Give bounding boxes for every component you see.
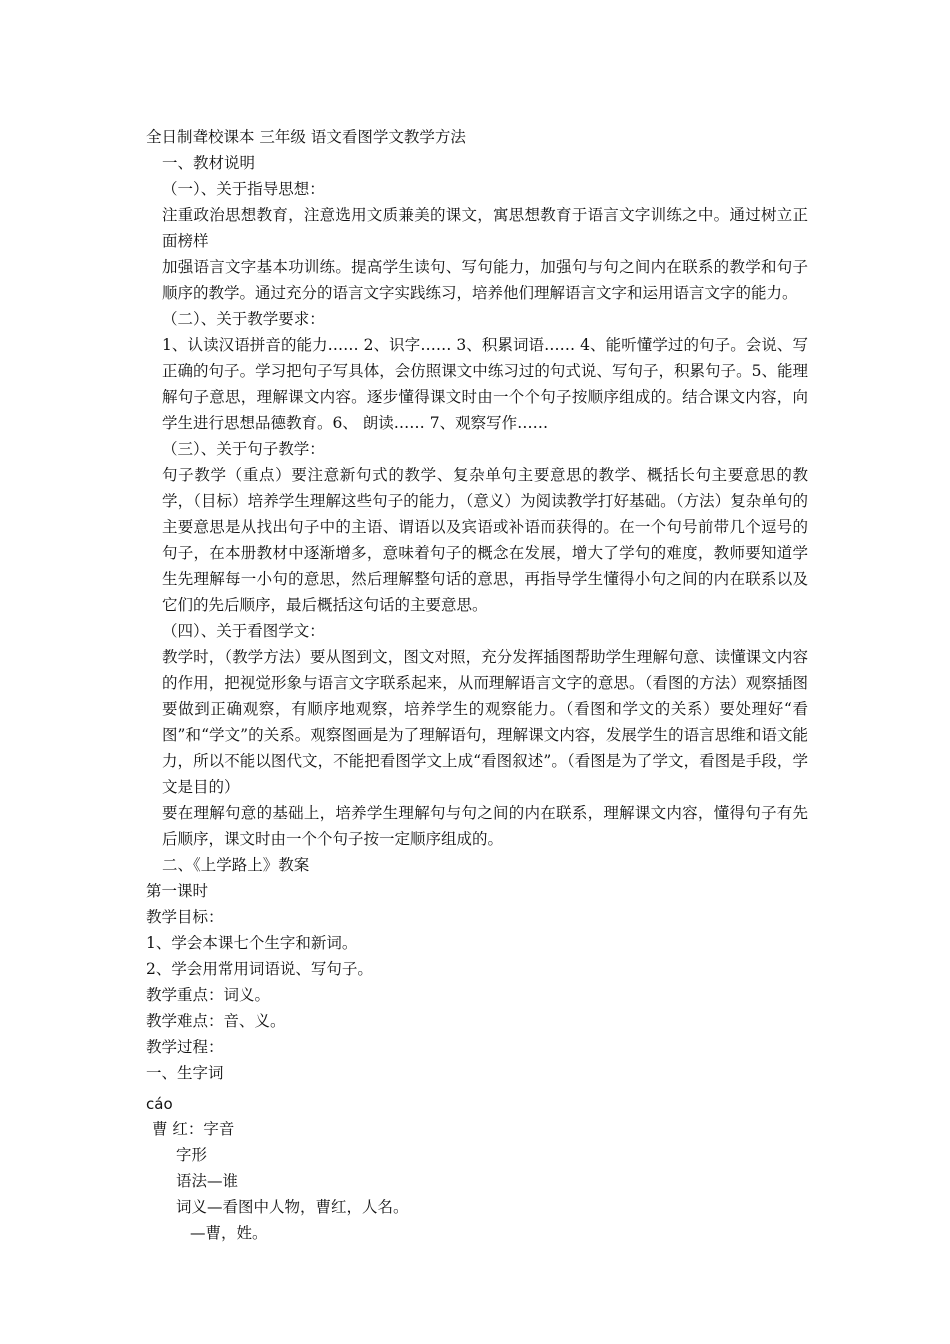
subheading-teaching-requirements: （二）、关于教学要求： (162, 310, 325, 328)
document-body (146, 124, 808, 1246)
paragraph-picture-reading-1: 教学时，（教学方法）要从图到文，图文对照，充分发挥插图帮助学生理解句意、读懂课文内容的作用，把视觉形象与语言文字联系起来，从而理解语言文字的意思。（看图的方法）观察插图要做到正确观察，有顺序地观察，培养学生的观察能力。（看图和学文的关系）要处理好“看图”和“学文”的关系。观察图画是为了理解语句，理解课文内容，发展学生的语言思维和语文能力，所以不能以图代文，不能把看图学文上成“看图叙述”。（看图是为了学文，看图是手段，学文是目的） (162, 648, 808, 796)
section-heading-teaching-materials: 一、教材说明 (162, 154, 256, 172)
teaching-process-label: 教学过程： (146, 1038, 224, 1056)
paragraph-sentence-teaching: 句子教学（重点）要注意新句式的教学、复杂单句主要意思的教学、概括长句主要意思的教学，（目标）培养学生理解这些句子的能力，（意义）为阅读教学打好基础。（方法）复杂单句的主要意思是从找出句子中的主语、谓语以及宾语或补语而获得的。在一个句号前带几个逗号的句子，在本册教材中逐渐增多，意味着句子的概念在发展，增大了学句的难度，教师要知道学生先理解每一小句的意思，然后理解整句话的意思，再指导学生懂得小句之间的内在联系以及它们的先后顺序，最后概括这句话的主要意思。 (162, 466, 808, 614)
paragraph-teaching-requirements: 1、认读汉语拼音的能力…… 2、识字…… 3、积累词语…… 4、能听懂学过的句子。会说、写正确的句子。学习把句子写具体，会仿照课文中练习过的句式说、写句子，积累句子。5、能理解句子意思，理解课文内容。逐步懂得课文时由一个个句子按顺序组成的。结合课文内容，向学生进行思想品德教育。6、 朗读…… 7、观察写作…… (162, 336, 808, 432)
word-grammar: 语法—谁 (176, 1172, 239, 1190)
word-form: 字形 (176, 1146, 208, 1164)
document-title: 全日制聋校课本 三年级 语文看图学文教学方法 (146, 128, 466, 146)
subheading-sentence-teaching: （三）、关于句子教学： (162, 440, 325, 458)
word-entry: 曹 红：字音 (152, 1120, 235, 1138)
section-heading-lesson-plan: 二、《上学路上》教案 (162, 856, 310, 874)
lesson-period-label: 第一课时 (146, 882, 209, 900)
paragraph-picture-reading-2: 要在理解句意的基础上，培养学生理解句与句之间的内在联系，理解课文内容，懂得句子有先后顺序，课文时由一个个句子按一定顺序组成的。 (162, 804, 808, 848)
pinyin-annotation: cáo (146, 1095, 173, 1113)
paragraph-guiding-ideology-2: 加强语言文字基本功训练。提高学生读句、写句能力，加强句与句之间内在联系的教学和句子顺序的教学。通过充分的语言文字实践练习，培养他们理解语言文字和运用语言文字的能力。 (162, 258, 808, 302)
word-meaning-surname: —曹，姓。 (190, 1224, 268, 1242)
teaching-goals-label: 教学目标： (146, 908, 224, 926)
teaching-key-point: 教学重点：词义。 (146, 986, 271, 1004)
teaching-goal-2: 2、学会用常用词语说、写句子。 (146, 960, 373, 978)
paragraph-guiding-ideology-1: 注重政治思想教育，注意选用文质兼美的课文，寓思想教育于语言文字训练之中。通过树立正面榜样 (162, 206, 808, 250)
teaching-difficulty: 教学难点：音、义。 (146, 1012, 286, 1030)
step-new-words: 一、生字词 (146, 1064, 224, 1082)
word-meaning: 词义—看图中人物，曹红，人名。 (176, 1198, 409, 1216)
teaching-goal-1: 1、学会本课七个生字和新词。 (146, 934, 358, 952)
subheading-picture-reading: （四）、关于看图学文： (162, 622, 325, 640)
subheading-guiding-ideology: （一）、关于指导思想： (162, 180, 325, 198)
